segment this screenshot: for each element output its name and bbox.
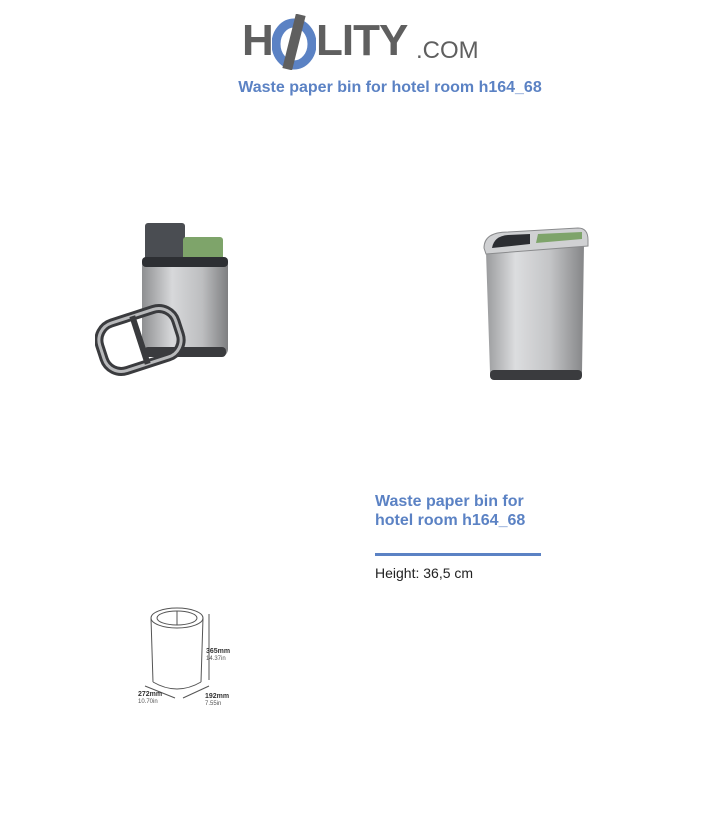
- spec-height: [375, 565, 473, 581]
- product-image-bin[interactable]: [478, 222, 594, 384]
- product-image-open-bin[interactable]: [95, 215, 235, 380]
- bin-base: [490, 370, 582, 380]
- length-in-label: 10.70in: [138, 699, 158, 705]
- spec-label: Height:: [375, 565, 420, 581]
- title-divider: [375, 553, 541, 556]
- logo-o-icon: [272, 14, 316, 70]
- product-name: Waste paper bin for hotel room h164_68: [375, 493, 526, 529]
- bin-body: [486, 244, 584, 380]
- bin-rim: [142, 257, 228, 267]
- logo-letters-lity: LITY: [316, 16, 408, 65]
- width-in-label: 7.55in: [205, 701, 222, 707]
- logo-letter-h: H: [242, 16, 273, 65]
- holity-logo[interactable]: [240, 8, 490, 70]
- length-mm-label: 272mm: [138, 691, 163, 698]
- logo-com: .COM: [416, 37, 479, 64]
- bin-base: [144, 347, 226, 357]
- spec-value: 36,5 cm: [423, 565, 474, 581]
- height-in-label: 14.37in: [206, 656, 226, 662]
- width-mm-label: 192mm: [205, 693, 230, 700]
- page-title: Waste paper bin for hotel room h164_68: [238, 79, 542, 96]
- dimension-diagram: [135, 600, 245, 710]
- height-mm-label: 365mm: [206, 648, 231, 655]
